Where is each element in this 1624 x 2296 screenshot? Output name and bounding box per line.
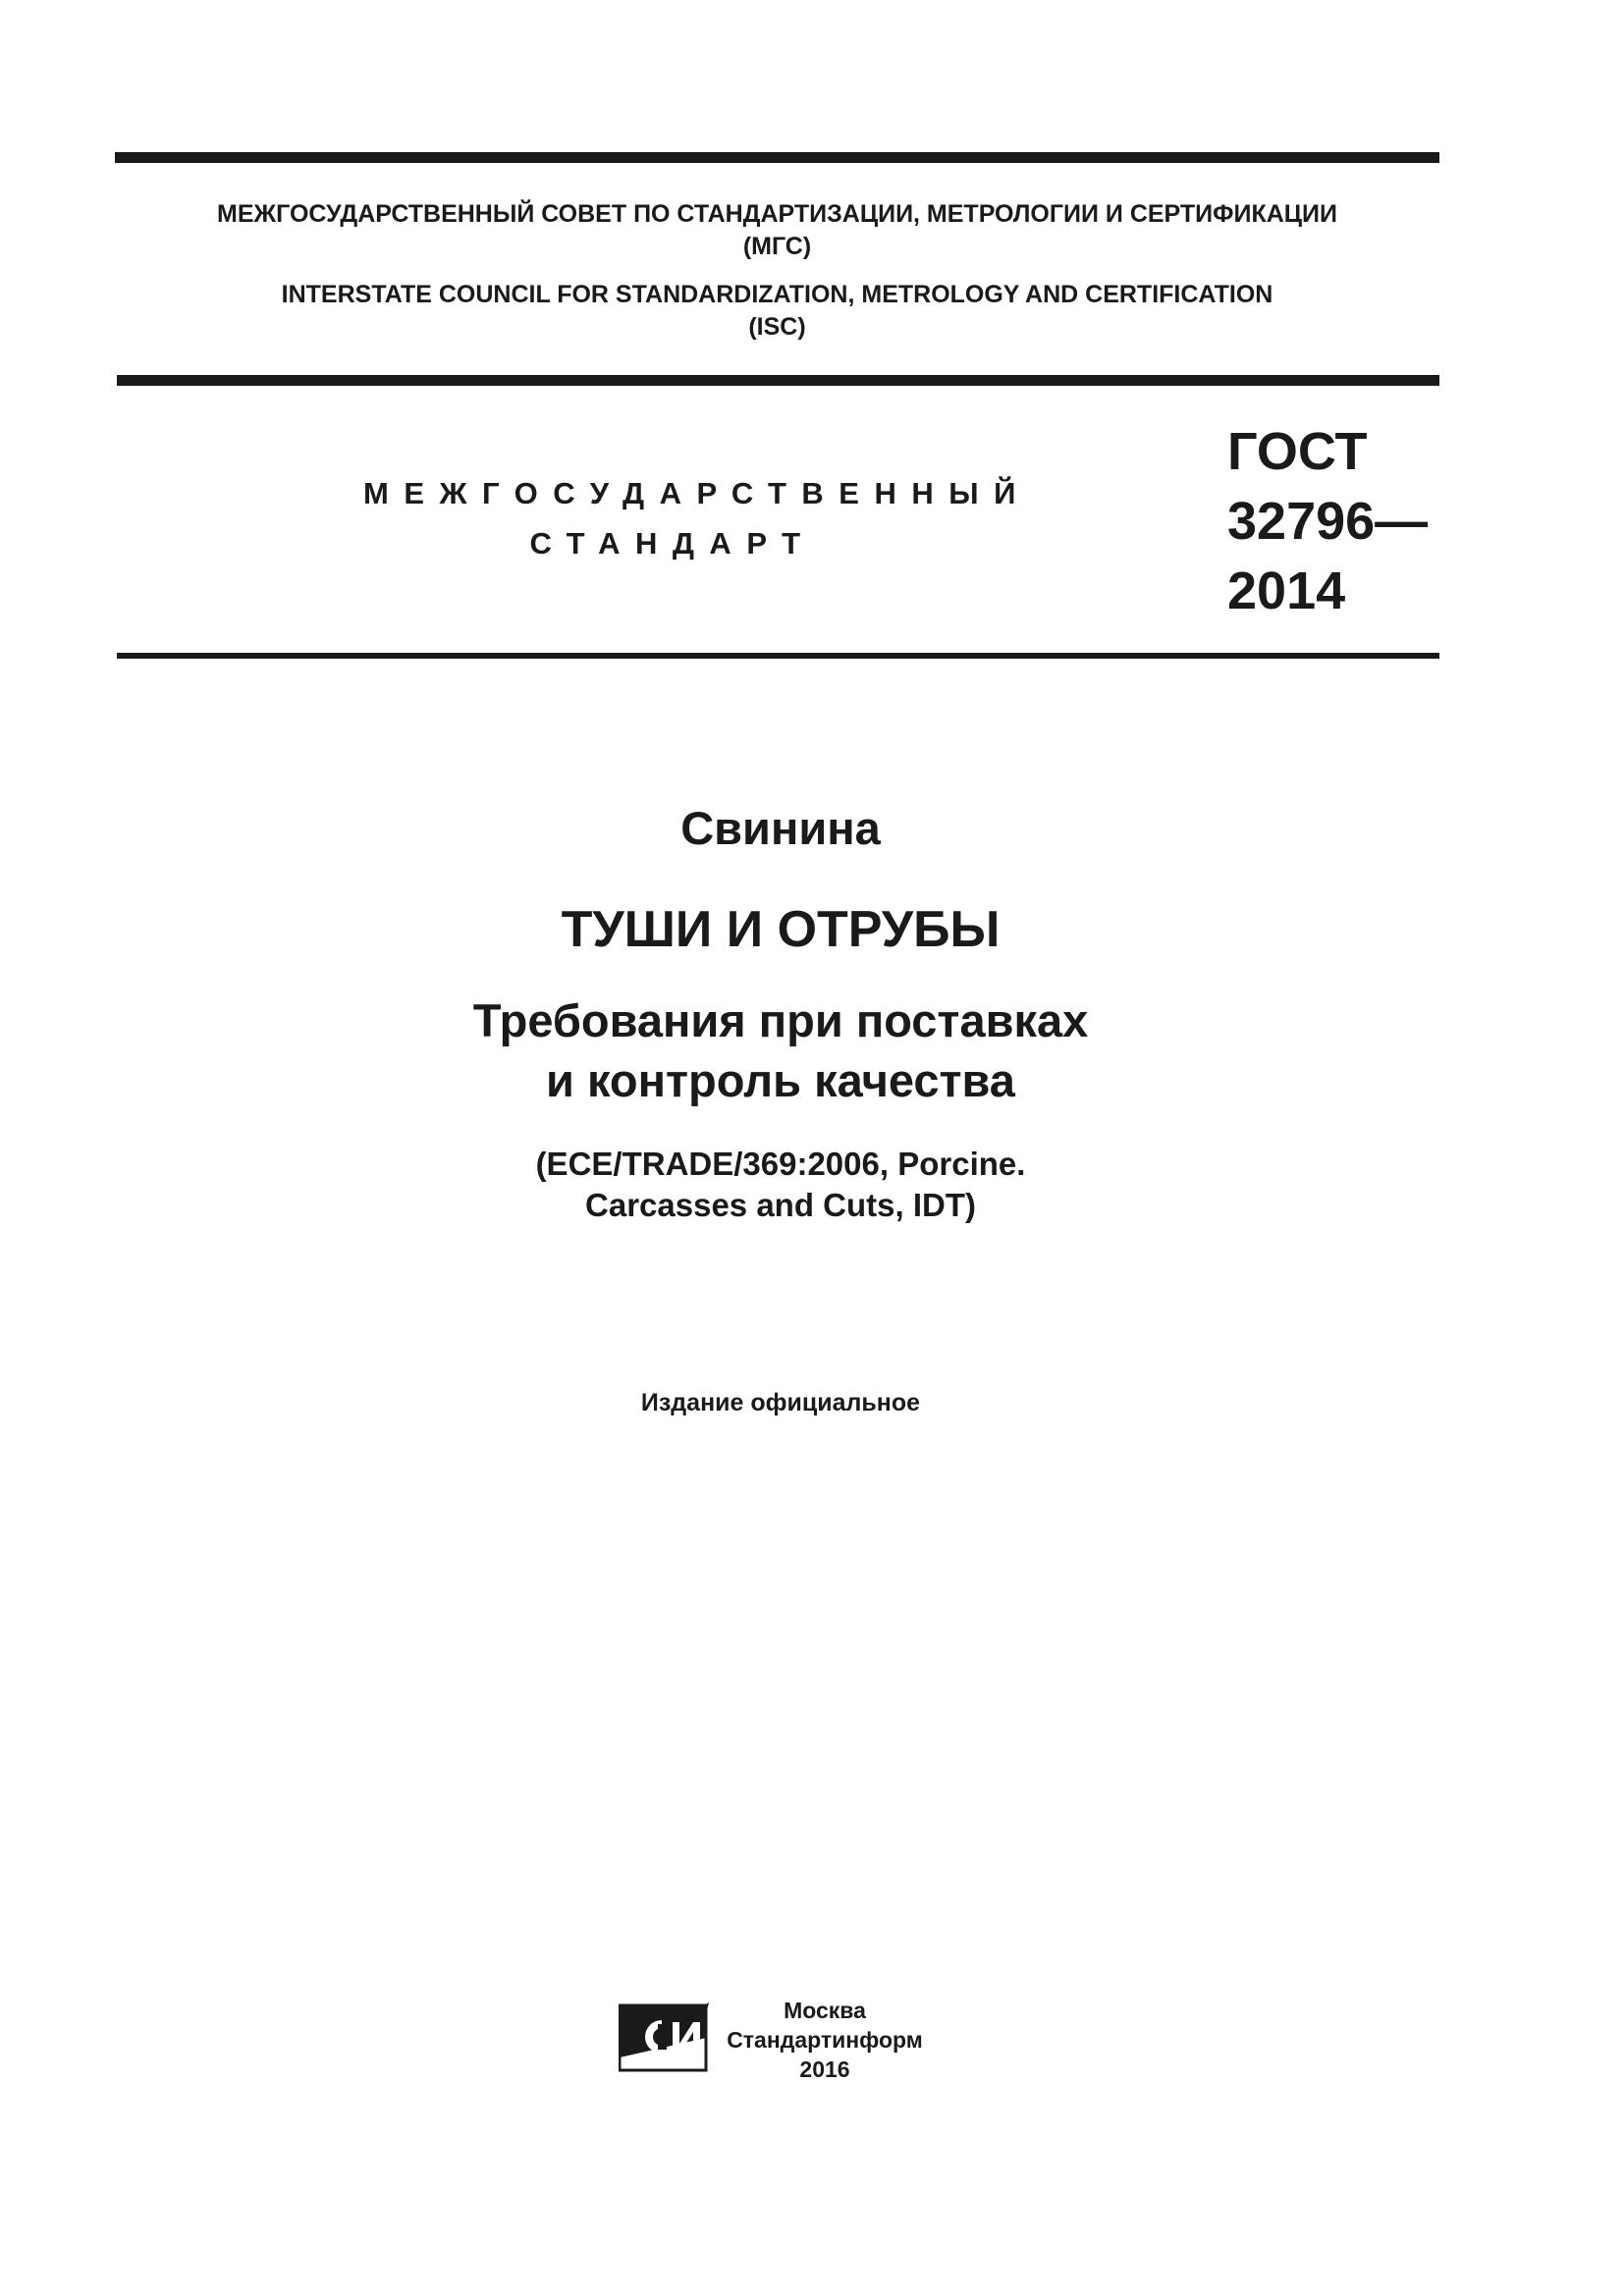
publisher-year: 2016 [799,2056,850,2082]
bottom-rule [117,653,1439,659]
reference-standard-line-1: (ECE/TRADE/369:2006, Porcine. [535,1146,1026,1182]
gost-year: 2014 [1227,561,1346,620]
gost-prefix: ГОСТ [1227,422,1368,481]
document-title: Свинина [680,802,881,854]
standartinform-logo-icon [619,2002,709,2072]
edition-note: Издание официальное [640,1389,921,1416]
reference-standard-line-2: Carcasses and Cuts, IDT) [585,1187,976,1223]
publisher-name: Стандартинформ [727,2027,923,2053]
standard-type-label: МЕЖГОСУДАРСТВЕННЫЙ [363,476,1031,510]
council-abbr-en: (ISC) [748,313,806,341]
publisher-city: Москва [784,1998,866,2023]
middle-rule [117,375,1439,386]
council-name-ru: МЕЖГОСУДАРСТВЕННЫЙ СОВЕТ ПО СТАНДАРТИЗАЦИИ, МЕТРОЛОГИИ И СЕРТИФИКАЦИИ [217,200,1337,228]
council-name-en: INTERSTATE COUNCIL FOR STANDARDIZATION, METROLOGY AND CERTIFICATION [281,281,1273,308]
document-scope-line-1: Требования при поставках [472,994,1089,1046]
council-abbr-ru: (МГС) [742,233,812,260]
standard-type-label-2: СТАНДАРТ [529,526,816,561]
gost-number: 32796— [1227,492,1429,551]
document-subtitle: ТУШИ И ОТРУБЫ [561,901,1001,958]
top-rule [115,152,1439,163]
document-scope-line-2: и контроль качества [546,1054,1015,1106]
